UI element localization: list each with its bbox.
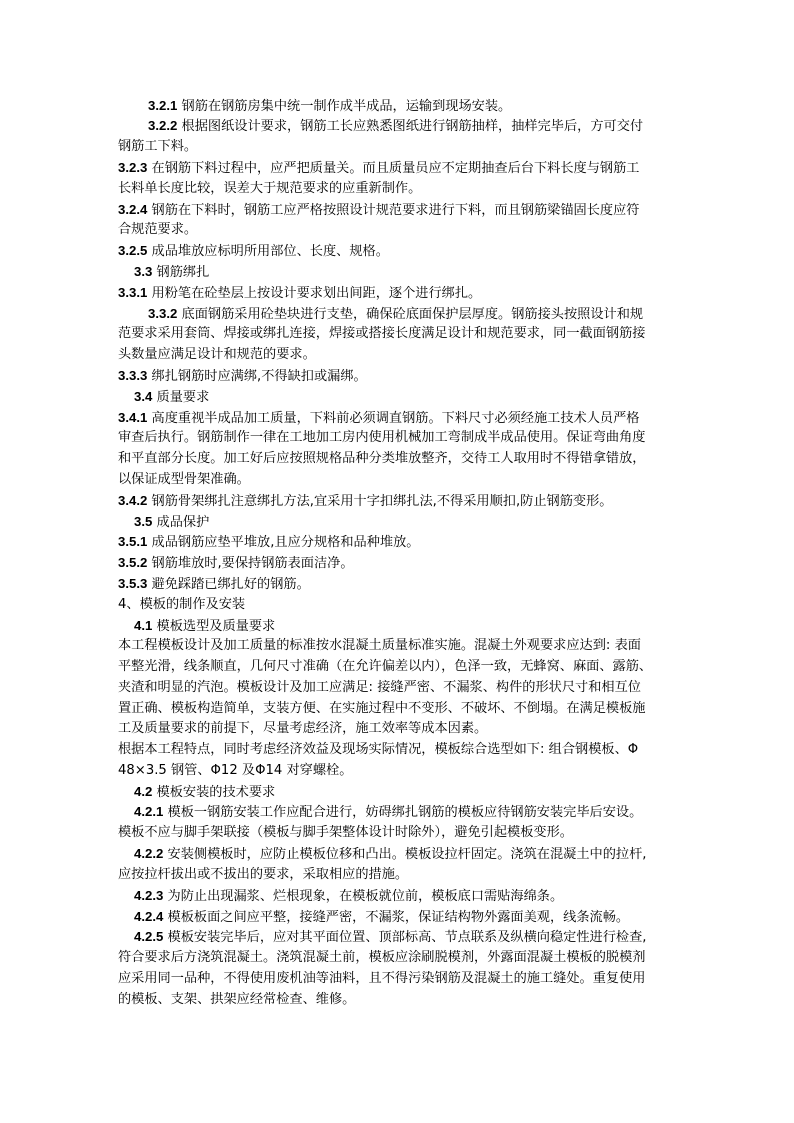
line-text: 钢筋在下料时，钢筋工应严格按照设计规范要求进行下料，而且钢筋梁锚固长度应符 (147, 203, 640, 218)
text-line (118, 366, 678, 386)
line-text: 成品堆放应标明所用部位、长度、规格。 (147, 244, 389, 259)
line-text: 以保证成型骨架准确。 (118, 472, 250, 487)
text-line (118, 865, 678, 885)
section-number: 3.2.3 (118, 160, 148, 175)
text-line (118, 595, 678, 615)
line-text: 根据图纸设计要求，钢筋工长应熟悉图纸进行钢筋抽样，抽样完毕后，方可交付 (177, 119, 644, 134)
section-number: 3.4.1 (118, 410, 148, 425)
line-text: 模板板面之间应平整，接缝严密，不漏浆，保证结构物外露面美观，线条流畅。 (163, 910, 630, 925)
text-line (118, 470, 678, 490)
line-text: 模板一钢筋安装工作应配合进行，妨碍绑扎钢筋的模板应待钢筋安装完毕后安设。 (163, 805, 643, 820)
text-line (118, 408, 678, 428)
text-line (118, 512, 694, 532)
section-number: 4.2 (134, 784, 153, 799)
line-text: 范要求采用套筒、焊接或绑扎连接，焊接或搭接长度满足设计和规范要求，同一截面钢筋接 (118, 326, 646, 341)
line-text: 底面钢筋采用砼垫块进行支垫，确保砼底面保护层厚度。钢筋接头按照设计和规 (177, 307, 644, 322)
text-line (118, 636, 678, 656)
text-line (118, 969, 678, 989)
section-number: 3.5.1 (118, 534, 148, 549)
text-line (118, 574, 678, 594)
section-number: 3.4.2 (118, 493, 148, 508)
text-line (118, 96, 708, 116)
line-text: 成品钢筋应垫平堆放,且应分规格和品种堆放。 (147, 535, 420, 550)
line-text: 为防止出现漏浆、烂根现象，在模板就位前，模板底口需贴海绵条。 (163, 889, 564, 904)
line-text: 符合要求后方浇筑混凝土。浇筑混凝土前，模板应涂刷脱模剂，外露面混凝土模板的脱模剂 (118, 950, 646, 965)
text-line (118, 137, 678, 157)
text-line (118, 616, 694, 636)
text-line (118, 886, 694, 906)
section-number: 4.2.2 (134, 846, 164, 861)
line-text: 4、模板的制作及安装 (118, 597, 246, 612)
line-text: 避免踩踏已绑扎好的钢筋。 (147, 577, 310, 592)
text-line (118, 241, 678, 261)
line-text: 置正确、模板构造简单，支装方便、在实施过程中不变形、不破坏、不倒塌。在满足模板施 (118, 701, 646, 716)
text-line (118, 740, 678, 760)
section-number: 4.2.3 (134, 888, 164, 903)
text-line (118, 990, 678, 1010)
line-text: 应采用同一品种，不得使用废机油等油料，且不得污染钢筋及混凝土的施工缝处。重复使用 (118, 971, 646, 986)
line-text: 安装侧模板时，应防止模板位移和凸出。模板设拉杆固定。浇筑在混凝土中的拉杆, (163, 847, 647, 862)
text-line (118, 823, 678, 843)
text-line (118, 428, 678, 448)
text-line (118, 200, 678, 220)
line-text: 钢筋绑扎 (152, 265, 210, 280)
text-line (118, 262, 694, 282)
line-text: 根据本工程特点，同时考虑经济效益及现场实际情况，模板综合选型如下: 组合钢模板、Φ (118, 742, 639, 757)
section-number: 3.2.2 (148, 118, 178, 133)
section-number: 4.2.1 (134, 804, 164, 819)
line-text: 应按拉杆拔出或不拔出的要求，采取相应的措施。 (118, 867, 409, 882)
line-text: 平整光滑，线条顺直，几何尺寸准确（在允许偏差以内），色泽一致，无蜂窝、麻面、露筋、 (118, 659, 653, 674)
section-number: 3.3.3 (118, 368, 148, 383)
section-number: 3.5.3 (118, 576, 148, 591)
line-text: 的模板、支架、拱架应经常检查、维修。 (118, 992, 356, 1007)
text-line (118, 699, 678, 719)
line-text: 钢筋在钢筋房集中统一制作成半成品，运输到现场安装。 (177, 99, 512, 114)
section-number: 3.3.2 (148, 306, 178, 321)
text-line (118, 491, 678, 511)
line-text: 本工程模板设计及加工质量的标准按水混凝土质量标准实施。混凝土外观要求应达到: 表面 (118, 638, 641, 653)
text-line (118, 158, 678, 178)
text-line (118, 657, 678, 677)
text-line (118, 948, 678, 968)
line-text: 合规范要求。 (118, 222, 198, 237)
line-text: 钢筋骨架绑扎注意绑扎方法,宜采用十字扣绑扎法,不得采用顺扣,防止钢筋变形。 (147, 494, 613, 509)
section-number: 3.2.1 (148, 98, 178, 113)
text-line (118, 782, 694, 802)
line-text: 用粉笔在砼垫层上按设计要求划出间距，逐个进行绑扎。 (147, 286, 482, 301)
text-line (118, 927, 694, 947)
line-text: 模板不应与脚手架联接（模板与脚手架整体设计时除外），避免引起模板变形。 (118, 825, 573, 840)
section-number: 4.2.4 (134, 909, 164, 924)
section-number: 4.2.5 (134, 929, 164, 944)
line-text: 48×3.5 钢管、Φ12 及Φ14 对穿螺栓。 (118, 763, 353, 778)
text-line (118, 844, 694, 864)
text-line (118, 116, 708, 136)
text-line (118, 304, 708, 324)
line-text: 长料单长度比较，误差大于规范要求的应重新制作。 (118, 181, 422, 196)
line-text: 高度重视半成品加工质量，下料前必须调直钢筋。下料尺寸必须经施工技术人员严格 (147, 411, 640, 426)
line-text: 质量要求 (152, 390, 210, 405)
line-text: 模板选型及质量要求 (152, 619, 276, 634)
line-text: 在钢筋下料过程中，应严把质量关。而且质量员应不定期抽查后台下料长度与钢筋工 (147, 161, 640, 176)
line-text: 模板安装完毕后，应对其平面位置、顶部标高、节点联系及纵横向稳定性进行检查, (163, 930, 647, 945)
section-number: 3.5 (134, 514, 153, 529)
line-text: 成品保护 (152, 515, 210, 530)
section-number: 3.3 (134, 264, 153, 279)
line-text: 审查后执行。钢筋制作一律在工地加工房内使用机械加工弯制成半成品使用。保证弯曲角度 (118, 430, 646, 445)
text-line (118, 283, 678, 303)
text-line (118, 220, 678, 240)
section-number: 3.4 (134, 389, 153, 404)
section-number: 3.2.4 (118, 202, 148, 217)
line-text: 模板安装的技术要求 (152, 785, 276, 800)
text-line (118, 678, 678, 698)
text-line (118, 179, 678, 199)
section-number: 3.3.1 (118, 285, 148, 300)
text-line (118, 532, 678, 552)
line-text: 钢筋工下料。 (118, 139, 198, 154)
section-number: 4.1 (134, 618, 153, 633)
section-number: 3.2.5 (118, 243, 148, 258)
text-line (118, 907, 694, 927)
line-text: 和平直部分长度。加工好后应按照规格品种分类堆放整齐，交待工人取用时不得错拿错放， (118, 451, 646, 466)
line-text: 工及质量要求的前提下，尽量考虑经济，施工效率等成本因素。 (118, 721, 488, 736)
text-line (118, 387, 694, 407)
line-text: 头数量应满足设计和规范的要求。 (118, 347, 316, 362)
text-line (118, 719, 678, 739)
text-line (118, 449, 678, 469)
text-line (118, 761, 678, 781)
text-line (118, 802, 694, 822)
line-text: 绑扎钢筋时应满绑,不得缺扣或漏绑。 (147, 369, 367, 384)
text-line (118, 345, 678, 365)
text-line (118, 324, 678, 344)
text-line (118, 553, 678, 573)
line-text: 夹渣和明显的汽泡。模板设计及加工应满足: 接缝严密、不漏浆、构件的形状尺寸和相互位 (118, 680, 641, 695)
line-text: 钢筋堆放时,要保持钢筋表面洁净。 (147, 556, 354, 571)
section-number: 3.5.2 (118, 555, 148, 570)
